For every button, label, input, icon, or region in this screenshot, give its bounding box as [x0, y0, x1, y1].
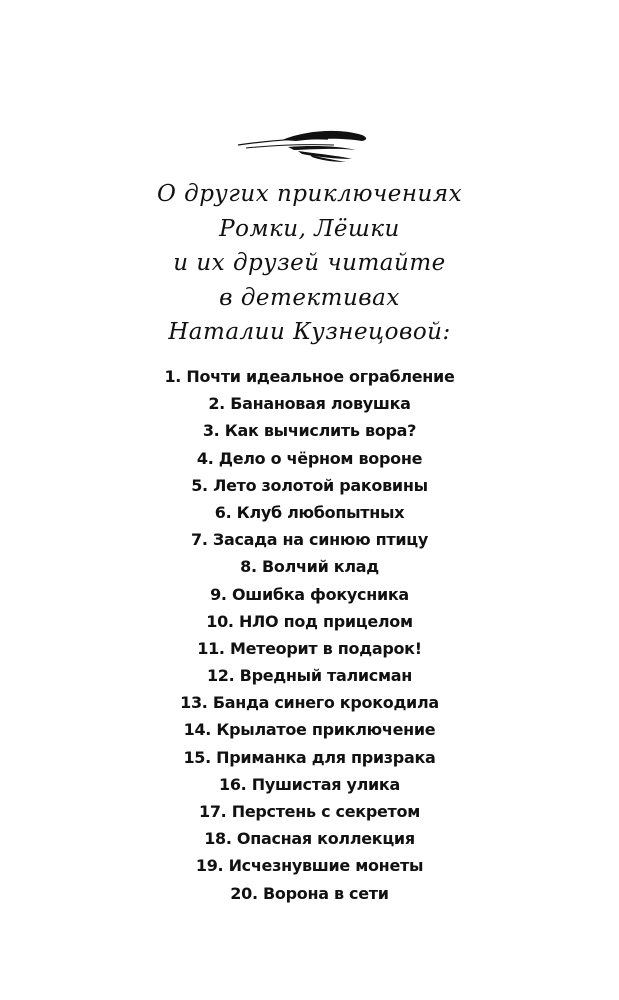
book-list-item: 16. Пушистая улика — [219, 774, 400, 794]
book-list-item: 12. Вредный талисман — [206, 666, 413, 686]
book-list-item: 9. Ошибка фокусника — [210, 584, 409, 604]
intro-line: в детективах — [219, 284, 400, 311]
intro-text — [0, 177, 619, 350]
book-list-item: 4. Дело о чёрном вороне — [196, 448, 423, 468]
book-list-item: 18. Опасная коллекция — [204, 829, 415, 849]
book-list-item: 1. Почти идеальное ограбление — [164, 367, 455, 386]
swoosh-ornament-icon — [236, 126, 370, 162]
book-list-item: 20. Ворона в сети — [230, 883, 389, 903]
book-list — [0, 363, 619, 907]
intro-line: Ромки, Лёшки — [219, 215, 400, 242]
book-list-item: 3. Как вычислить вора? — [202, 421, 417, 441]
book-list-item: 6. Клуб любопытных — [214, 502, 405, 522]
book-list-item: 19. Исчезнувшие монеты — [195, 856, 424, 876]
book-list-item: 13. Банда синего крокодила — [180, 693, 439, 713]
intro-line: Наталии Кузнецовой: — [168, 319, 451, 345]
book-list-item: 10. НЛО под прицелом — [206, 611, 413, 631]
book-list-item: 7. Засада на синюю птицу — [191, 530, 428, 550]
book-list-item: 14. Крылатое приключение — [183, 720, 436, 740]
intro-line: и их друзей читайте — [173, 250, 446, 276]
book-list-item: 8. Волчий клад — [240, 557, 379, 577]
book-list-item: 2. Банановая ловушка — [208, 394, 411, 414]
book-list-item: 17. Перстень с секретом — [199, 802, 420, 821]
book-list-item: 11. Метеорит в подарок! — [197, 638, 422, 658]
intro-line: О других приключениях — [156, 181, 463, 207]
book-list-item: 5. Лето золотой раковины — [191, 475, 428, 495]
book-list-item: 15. Приманка для призрака — [183, 747, 436, 767]
